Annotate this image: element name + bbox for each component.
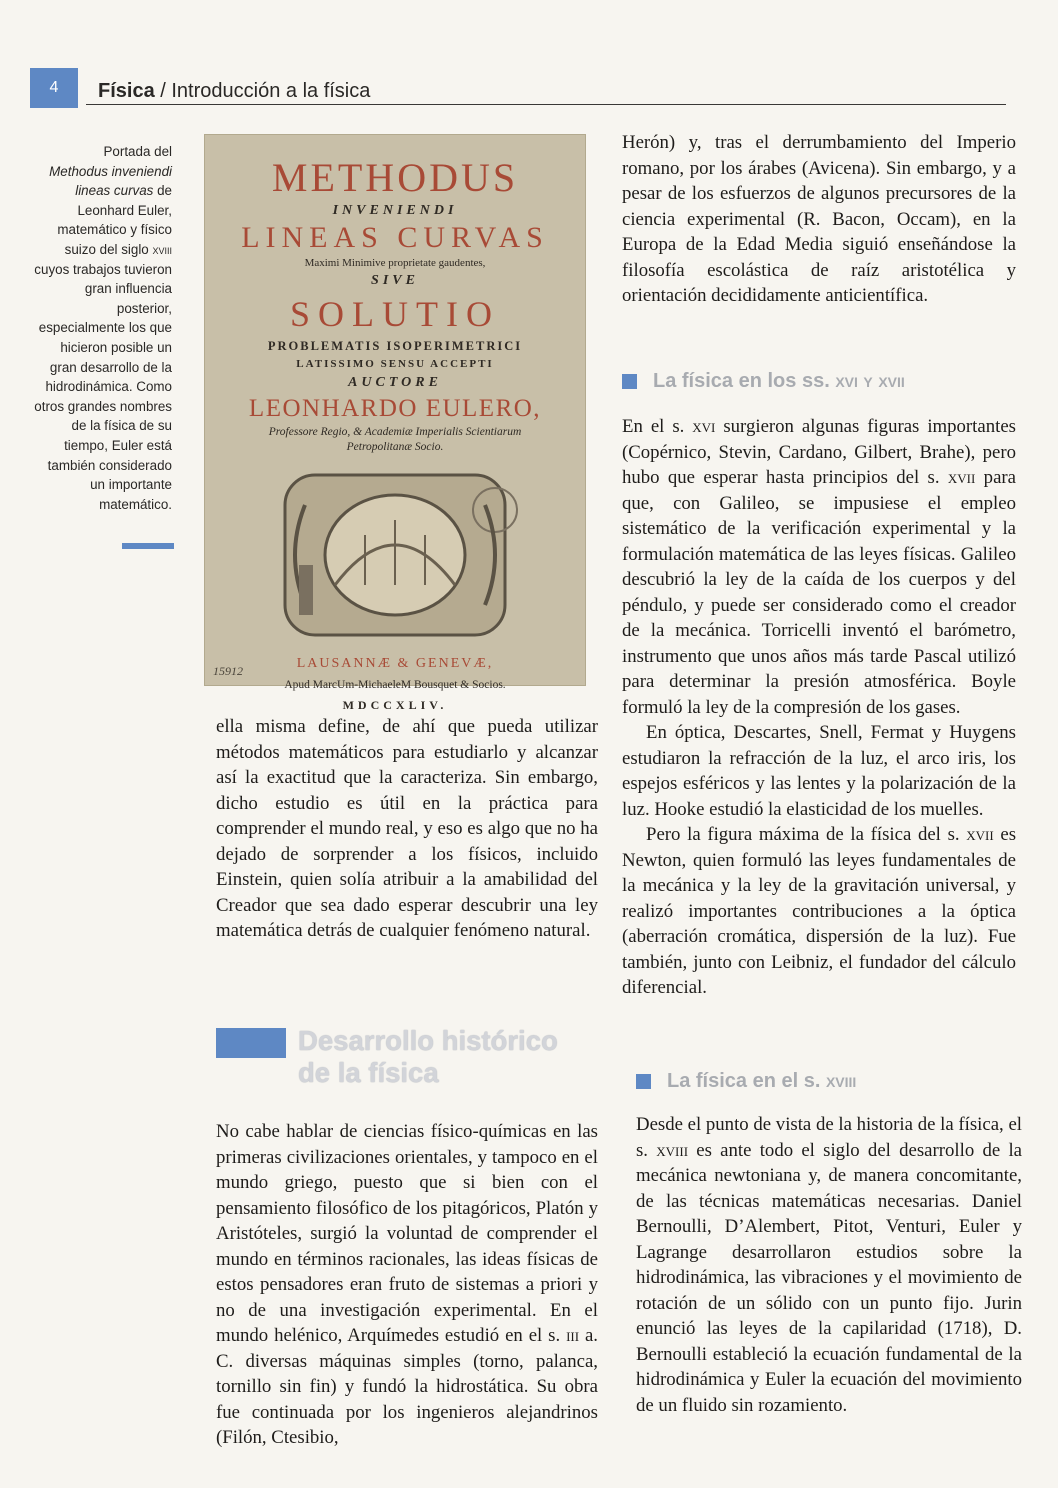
paragraph-antiquity (216, 1119, 598, 1451)
header-rule (86, 104, 1006, 105)
galileo-century-1: xvi (692, 416, 716, 437)
paragraph-intro-end: ella misma define, de ahí que pueda utilizar métodos matemáticos para estudiarlo y alcanzar así la exactitud que la caracteriza. Sin embargo, dicho estudio es útil en la práctica para comprender el mundo real, y eso es algo que no ha dejado de sorprender a los físicos, incluido Einstein, quien solía atribuir a la amabilidad del Creador que sea dado esperar descubrir una ley matemática detrás de cualquier fenómeno natural. (216, 716, 598, 941)
c18-century: xviii (656, 1139, 689, 1161)
subheading-18 (636, 1070, 856, 1093)
newton-text-b: es Newton, quien formuló las leyes fundamentales de la mecánica y la ley de la gravitación universal, y realizó importantes contribuciones a la óptica (aberración cromática, dispersión de la luz). Fue también, junto con Leibniz, el fundador del cálculo diferencial. (622, 824, 1017, 998)
galileo-text-a: En el s. (622, 416, 693, 437)
section-title (298, 1025, 598, 1089)
antiquity-century: iii (566, 1325, 580, 1346)
right-column-bottom (636, 1112, 1022, 1418)
paragraph-middle-ages: Herón) y, tras el derrumbamiento del Imperio romano, por los árabes (Avicena). Sin embargo, y a pesar de los esfuerzos de algunos precursores de la ciencia experimental (R. Bacon, Occam), en la Europa de la Edad Media siguió enseñándose la filosofía escolástica de raíz aristotélica y orientación decididamente anticientífica. (622, 132, 1016, 306)
cover-line-professore: Professore Regio, & Academiæ Imperialis Scientiarum Petropolitanæ Socio. (268, 426, 522, 453)
page-number (30, 68, 78, 108)
cover-line-place: LAUSANNÆ & GENEVÆ, (296, 656, 494, 671)
cover-line-imprint: Apud MarcUm-MichaeleM Bousquet & Socios. (284, 679, 506, 691)
right-column-middle (622, 414, 1016, 1001)
section-title-line1: Desarrollo histórico (298, 1025, 558, 1056)
cover-line-auctore: AUCTORE (348, 375, 442, 390)
cover-line-date: MDCCXLIV. (342, 698, 448, 712)
cover-line-lineas-curvas: LINEAS CURVAS (241, 221, 549, 254)
middle-column-bottom (216, 1119, 598, 1451)
subheading-square-icon (622, 374, 637, 389)
cover-line-maximi: Maximi Minimive proprietate gaudentes, (304, 257, 486, 269)
cover-line-author: LEONHARDO EULERO, (248, 395, 542, 422)
galileo-century-2: xvii (947, 467, 976, 488)
antiquity-text-a: No cabe hablar de ciencias físico-químicas en las primeras civilizaciones orientales, y tampoco en el mundo griego, puesto que si bien con el pensamiento filosófico de los pitagóricos, Platón y Aristóteles, surgió la voluntad de comprender el mundo en términos racionales, las ideas físicas de estos pensadores eran fruto de sistemas a priori y no de una investigación experimental. En el mundo helénico, Arquímedes estudió en el s. (216, 1121, 598, 1346)
running-head-subject: Física (98, 80, 155, 102)
caption-part1: Portada del (103, 144, 172, 159)
running-head (98, 80, 370, 103)
cover-line-latissimo: LATISSIMO SENSU ACCEPTI (296, 358, 494, 370)
newton-text-a: Pero la figura máxima de la física del s. (646, 824, 967, 845)
figure-caption (30, 142, 172, 514)
caption-title: Methodus inveniendi lineas curvas (49, 163, 172, 199)
section-accent-block (216, 1028, 286, 1058)
cover-line-methodus: METHODUS (271, 155, 519, 200)
middle-column-top (216, 714, 598, 944)
subheading-16-17 (622, 370, 905, 393)
right-column-top (622, 130, 1016, 309)
subheading-16-17-text: La física en los ss. (653, 370, 836, 392)
c18-text-b: es ante todo el siglo del desarrollo de la mecánica newtoniana y, de manera concomitante, de las técnicas matemáticas necesarias. Daniel Bernoulli, D’Alembert, Pitot, Venturi, Euler y Lagrange desarrollaron estudios sobre la hidrodinámica, las vibraciones y el movimiento de rotación de un sólido con un punto fijo. Jurin enunció las leyes de la capilaridad (1718), D. Bernoulli estableció la ecuación fundamental de la hidrodinámica y Euler la ecuación del movimiento de un fluido sin rozamiento. (636, 1139, 1022, 1416)
galileo-text-c: para que, con Galileo, se impusiese el empleo sistemático de la verificación experimental y la formulación matemática de las leyes físicas. Galileo descubrió la ley de la caída de los cuerpos y del péndulo, y puede ser considerado como el creador de la mecánica. Torricelli inventó el barómetro, instrumento que unos años más tarde Pascal utilizó para determinar la presión atmosférica. Boyle formuló la ley de la compresión de los gases. (622, 467, 1016, 718)
c18-text-a: Desde el punto de vista de la historia de la física, el s. (636, 1114, 1022, 1161)
cover-line-problematis: PROBLEMATIS ISOPERIMETRICI (267, 339, 523, 353)
running-head-chapter: Introducción a la física (171, 80, 371, 102)
galileo-text-b: surgieron algunas figuras importantes (Copérnico, Stevin, Cardano, Gilbert, Brahe), pero hubo que esperar hasta principios del s. (622, 416, 1016, 488)
cover-line-sive: SIVE (371, 273, 419, 288)
subheading-16-17-centuries: xvi y xvii (835, 370, 905, 392)
cover-line-solutio: SOLUTIO (290, 294, 500, 334)
paragraph-newton (622, 822, 1016, 1001)
subheading-square-icon (636, 1074, 651, 1089)
section-title-line2: de la física (298, 1057, 439, 1088)
caption-accent-bar (122, 543, 174, 549)
caption-part3: cuyos trabajos tuvieron gran influencia posterior, especialmente los que hicieron posible un gran desarrollo de la hidrodinámica. Como otros grandes nombres de la física de su tiempo, Euler está también considerado un importante matemático. (34, 261, 172, 512)
paragraph-18th-century (636, 1112, 1022, 1418)
page-number-text: 4 (49, 79, 59, 96)
subheading-18-century: xviii (825, 1070, 857, 1092)
caption-part2: de Leonhard Euler, matemático y físico suizo del siglo (57, 183, 172, 257)
book-cover-image (204, 134, 586, 712)
paragraph-optics: En óptica, Descartes, Snell, Fermat y Huygens estudiaron la refracción de la luz, el arco iris, los espejos esféricos y las lentes y la polarización de la luz. Hooke estudió la elasticidad de los muelles. (622, 722, 1016, 820)
caption-century: xviii (152, 241, 172, 257)
cover-line-inveniendi: INVENIENDI (332, 203, 458, 218)
cover-engraving-icon (245, 465, 545, 645)
cover-handwritten-mark: 15912 (213, 664, 243, 678)
subheading-18-text: La física en el s. (667, 1070, 826, 1092)
paragraph-galileo (622, 414, 1016, 720)
running-head-separator: / (154, 80, 172, 102)
antiquity-text-b: a. C. diversas máquinas simples (torno, palanca, tornillo sin fin) y fundó la hidrostática. Su obra fue continuada por los ingenieros alejandrinos (Filón, Ctesibio, (216, 1325, 598, 1448)
newton-century: xvii (966, 824, 994, 845)
